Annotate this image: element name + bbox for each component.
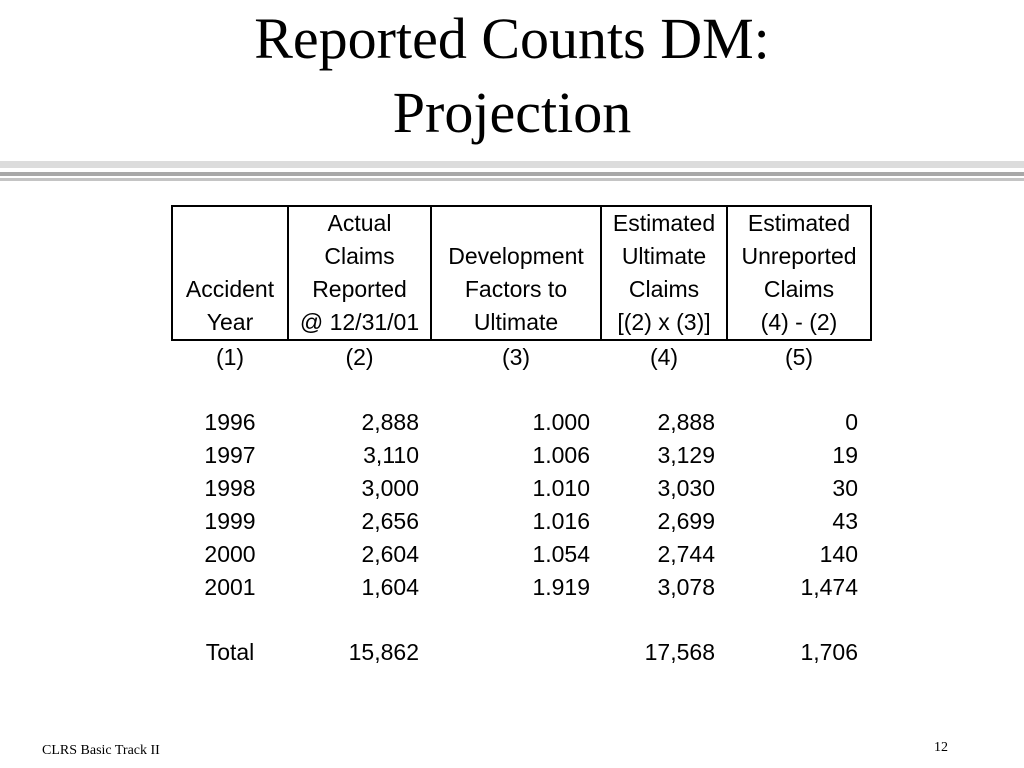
development-factor-cell: 1.000 [532, 409, 590, 435]
table-row [172, 406, 871, 439]
total-label: Total [205, 639, 255, 665]
header-actual-claims-reported [288, 206, 431, 340]
header-development-factors [431, 206, 601, 340]
ultimate-claims-cell: 2,744 [657, 541, 715, 567]
spacer-row [172, 374, 871, 406]
unreported-claims-cell: 140 [819, 541, 858, 567]
total-actual-reported: 15,862 [348, 639, 419, 665]
total-development-factor [431, 636, 601, 669]
header-line: Claims [763, 276, 835, 302]
ultimate-claims-cell: 2,699 [657, 508, 715, 534]
header-line: Actual [327, 210, 392, 236]
actual-reported-cell: 3,110 [363, 442, 419, 468]
header-line: Reported [312, 276, 407, 302]
title-line-2: Projection [392, 80, 632, 145]
development-factor-cell: 1.010 [532, 475, 590, 501]
header-line: Ultimate [473, 309, 559, 335]
development-factor-cell: 1.016 [532, 508, 590, 534]
ultimate-claims-cell: 3,078 [657, 574, 715, 600]
header-line: Estimated [747, 210, 851, 236]
header-line: Development [448, 243, 584, 269]
table-row [172, 472, 871, 505]
column-number: (5) [784, 344, 814, 370]
total-unreported-claims: 1,706 [800, 639, 858, 665]
header-line: Claims [324, 243, 395, 269]
title-divider-dark [0, 172, 1024, 176]
header-line: @ 12/31/01 [299, 309, 420, 335]
accident-year-cell: 1998 [204, 475, 256, 501]
column-number: (4) [649, 344, 679, 370]
header-line: Estimated [612, 210, 716, 236]
table-row [172, 505, 871, 538]
header-line: (4) - (2) [760, 309, 838, 335]
spacer-row [172, 604, 871, 636]
accident-year-cell: 1997 [204, 442, 256, 468]
header-estimated-unreported-claims [727, 206, 871, 340]
title-divider-light [0, 161, 1024, 168]
development-method-table [171, 205, 872, 669]
header-line: Accident [185, 276, 275, 302]
title-divider-mid [0, 178, 1024, 181]
unreported-claims-cell: 19 [832, 442, 858, 468]
accident-year-cell: 1999 [204, 508, 256, 534]
total-row [172, 636, 871, 669]
table-row [172, 439, 871, 472]
development-factor-cell: 1.006 [532, 442, 590, 468]
header-accident-year [172, 206, 288, 340]
header-line: Factors to [464, 276, 568, 302]
unreported-claims-cell: 0 [845, 409, 858, 435]
development-factor-cell: 1.054 [532, 541, 590, 567]
accident-year-cell: 2001 [204, 574, 256, 600]
column-number: (2) [345, 344, 374, 370]
actual-reported-cell: 1,604 [361, 574, 419, 600]
ultimate-claims-cell: 2,888 [657, 409, 715, 435]
ultimate-claims-cell: 3,030 [657, 475, 715, 501]
header-line: Year [206, 309, 254, 335]
footer-text: CLRS Basic Track II [42, 743, 160, 758]
column-number-row [172, 340, 871, 374]
header-line: Ultimate [621, 243, 707, 269]
header-line: Claims [628, 276, 700, 302]
accident-year-cell: 1996 [204, 409, 256, 435]
actual-reported-cell: 2,656 [361, 508, 419, 534]
actual-reported-cell: 3,000 [361, 475, 419, 501]
actual-reported-cell: 2,604 [361, 541, 419, 567]
total-ultimate-claims: 17,568 [644, 639, 715, 665]
development-factor-cell: 1.919 [532, 574, 590, 600]
header-estimated-ultimate-claims [601, 206, 727, 340]
title-line-1: Reported Counts DM: [254, 6, 770, 71]
column-number: (1) [215, 344, 245, 370]
unreported-claims-cell: 30 [832, 475, 858, 501]
table-row [172, 571, 871, 604]
table-header [172, 206, 871, 340]
page-number: 12 [934, 740, 948, 755]
header-line: [(2) x (3)] [617, 309, 711, 335]
ultimate-claims-cell: 3,129 [657, 442, 715, 468]
column-number: (3) [501, 344, 531, 370]
actual-reported-cell: 2,888 [361, 409, 419, 435]
table-row [172, 538, 871, 571]
unreported-claims-cell: 43 [832, 508, 858, 534]
header-line: Unreported [741, 243, 857, 269]
unreported-claims-cell: 1,474 [800, 574, 858, 600]
accident-year-cell: 2000 [204, 541, 256, 567]
slide-title [0, 2, 1024, 150]
